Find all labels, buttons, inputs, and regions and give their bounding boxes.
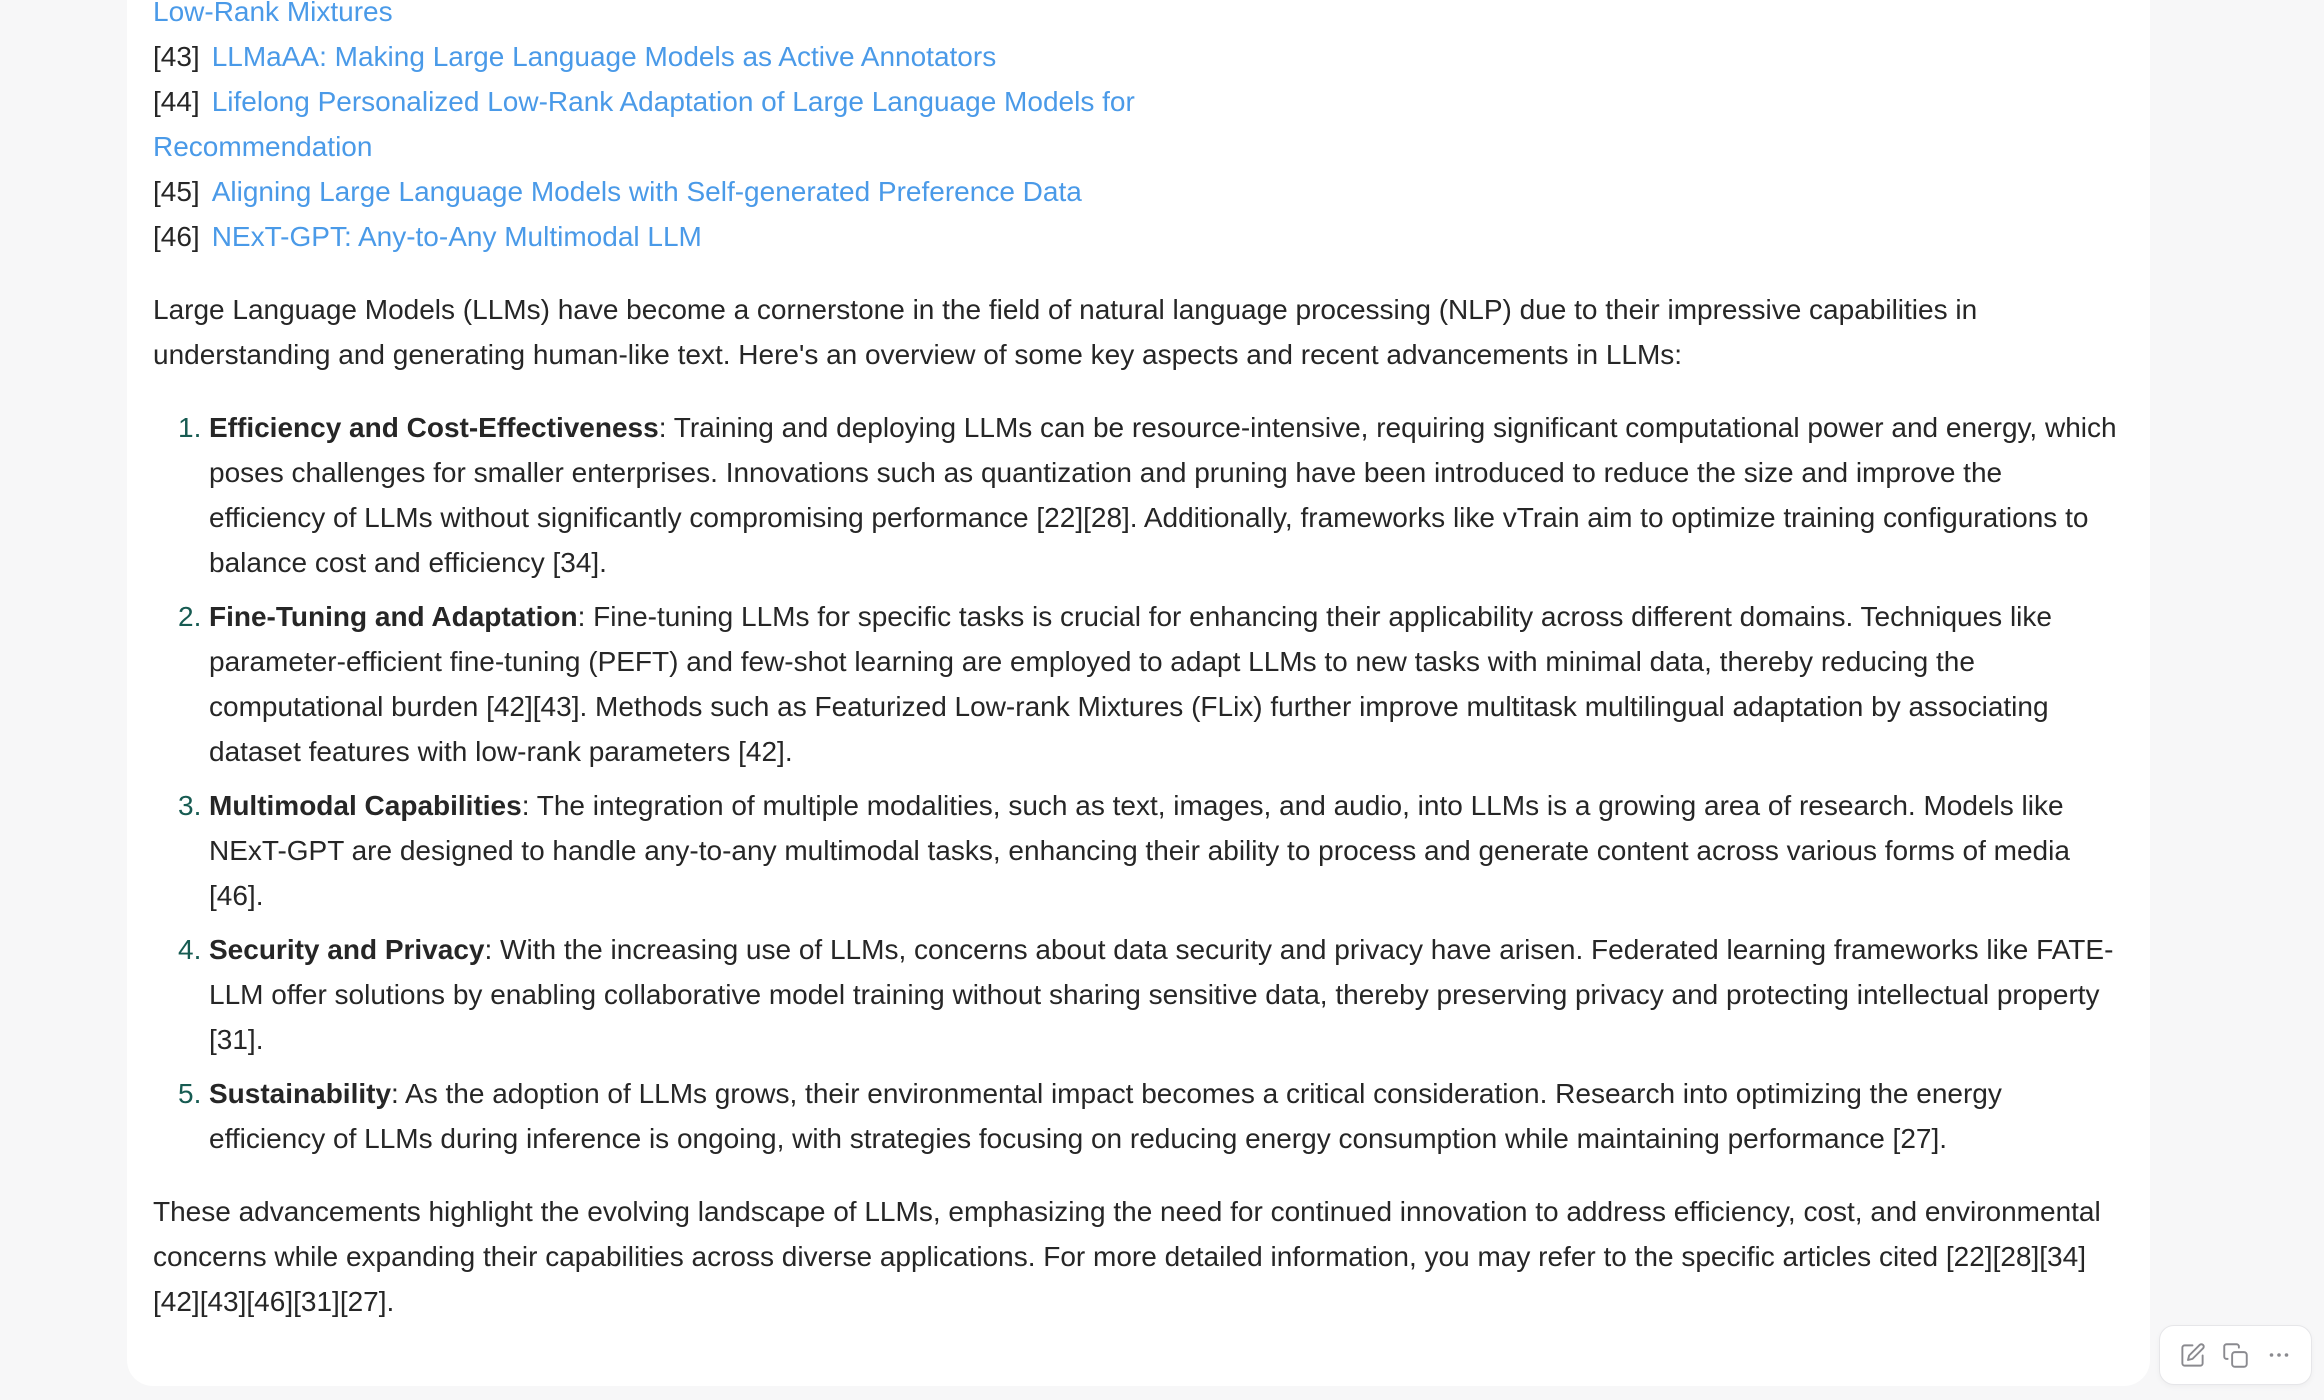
more-button[interactable]: [2264, 1340, 2294, 1370]
list-number: 5.: [178, 1078, 202, 1109]
reference-item: [153, 34, 1323, 79]
reference-list: [153, 0, 1323, 259]
list-number: 2.: [178, 601, 202, 632]
list-item: [178, 594, 2124, 774]
list-item-body: : As the adoption of LLMs grows, their environmental impact becomes a critical consideration. Research into optimizing the energy efficiency of LLMs during inference is ongoing, with strategies focusing on reducing energy consumption while maintaining performance [27].: [209, 1078, 2002, 1154]
copy-button[interactable]: [2221, 1340, 2251, 1370]
list-item-body: : Fine-tuning LLMs for specific tasks is crucial for enhancing their applicability across different domains. Techniques like parameter-efficient fine-tuning (PEFT) and few-shot learning are employed to adapt LLMs to new tasks with minimal data, thereby reducing the computational burden [42][43]. Methods such as Featurized Low-rank Mixtures (FLix) further improve multitask multilingual adaptation by associating dataset features with low-rank parameters [42].: [209, 601, 2052, 767]
reference-item: [153, 0, 1323, 34]
reference-item: [153, 79, 1323, 169]
list-item-heading: Security and Privacy: [209, 934, 485, 965]
list-item-heading: Sustainability: [209, 1078, 392, 1109]
list-number: 3.: [178, 790, 202, 821]
reference-link[interactable]: Aligning Large Language Models with Self-generated Preference Data: [211, 176, 1082, 207]
list-item-body: : Training and deploying LLMs can be resource-intensive, requiring significant computational power and energy, which poses challenges for smaller enterprises. Innovations such as quantization and pruning have been introduced to reduce the size and improve the efficiency of LLMs without significantly compromising performance [22][28]. Additionally, frameworks like vTrain aim to optimize training configurations to balance cost and efficiency [34].: [209, 412, 2117, 578]
reference-item: [153, 169, 1323, 214]
list-number: 4.: [178, 934, 202, 965]
list-item: [178, 405, 2124, 585]
reference-number: [46]: [153, 221, 200, 252]
more-options-icon: [2267, 1343, 2291, 1367]
outro-paragraph: These advancements highlight the evolving landscape of LLMs, emphasizing the need for continued innovation to address efficiency, cost, and environmental concerns while expanding their capabilities across diverse applications. For more detailed information, you may refer to the specific articles cited [22][28][34][42][43][46][31][27].: [153, 1196, 2101, 1317]
list-item-body: : The integration of multiple modalities, such as text, images, and audio, into LLMs is a growing area of research. Models like NExT-GPT are designed to handle any-to-any multimodal tasks, enhancing their ability to process and generate content across various forms of media [46].: [209, 790, 2070, 911]
list-item: [178, 927, 2124, 1062]
reference-link[interactable]: Lifelong Personalized Low-Rank Adaptation of Large Language Models for Recommendation: [153, 86, 1135, 162]
edit-icon: [2179, 1342, 2206, 1369]
assistant-message-card: [127, 0, 2150, 1386]
message-toolbar: [2159, 1325, 2312, 1385]
list-item-body: : With the increasing use of LLMs, concerns about data security and privacy have arisen. Federated learning frameworks like FATE-LLM offer solutions by enabling collaborative model training without sharing sensitive data, thereby preserving privacy and protecting intellectual property [31].: [209, 934, 2114, 1055]
reference-item: [153, 214, 1323, 259]
reference-link[interactable]: NExT-GPT: Any-to-Any Multimodal LLM: [211, 221, 702, 252]
reference-link[interactable]: Low-Rank Mixtures: [153, 0, 393, 27]
intro-paragraph: Large Language Models (LLMs) have become a cornerstone in the field of natural language processing (NLP) due to their impressive capabilities in understanding and generating human-like text. Here's an overview of some key aspects and recent advancements in LLMs:: [153, 294, 1978, 370]
reference-link[interactable]: LLMaAA: Making Large Language Models as Active Annotators: [211, 41, 997, 72]
list-number: 1.: [178, 412, 202, 443]
list-item: [178, 1071, 2124, 1161]
list-item: [178, 783, 2124, 918]
list-item-heading: Efficiency and Cost-Effectiveness: [209, 412, 659, 443]
copy-icon: [2222, 1342, 2249, 1369]
reference-number: [45]: [153, 176, 200, 207]
reference-number: [43]: [153, 41, 200, 72]
key-aspects-list: [153, 405, 2124, 1161]
reference-number: [44]: [153, 86, 200, 117]
list-item-heading: Fine-Tuning and Adaptation: [209, 601, 578, 632]
list-item-heading: Multimodal Capabilities: [209, 790, 522, 821]
edit-button[interactable]: [2177, 1340, 2207, 1370]
